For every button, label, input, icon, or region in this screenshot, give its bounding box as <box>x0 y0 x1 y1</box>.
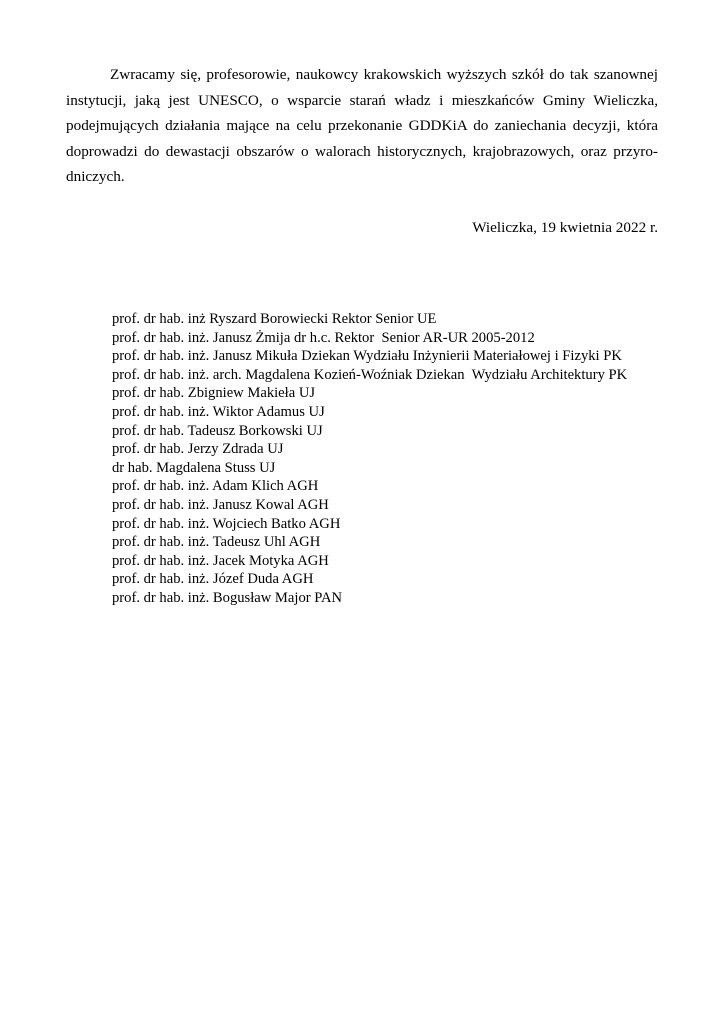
list-item: prof. dr hab. inż. Adam Klich AGH <box>112 478 319 495</box>
signatories-list <box>112 310 672 608</box>
list-item: prof. dr hab. inż. Janusz Żmija dr h.c. Rektor Senior AR-UR 2005-2012 <box>112 329 535 346</box>
list-item: dr hab. Magdalena Stuss UJ <box>112 459 276 476</box>
list-item: prof. dr hab. inż. Janusz Mikuła Dziekan Wydziału Inżynierii Materiałowej i Fizyki PK <box>112 348 622 365</box>
list-item: prof. dr hab. inż. Józef Duda AGH <box>112 571 314 588</box>
list-item: prof. dr hab. inż. Janusz Kowal AGH <box>112 496 329 513</box>
list-item: prof. dr hab. Zbigniew Makieła UJ <box>112 385 316 402</box>
appeal-paragraph: Zwracamy się, profesorowie, naukowcy krakowskich wyższych szkół do tak szanownej instytucji, jaką jest UNESCO, o wsparcie starań władz i mieszkańców Gminy Wieliczka, podejmujących działania mające na celu przekonanie GDDKiA do zaniechania decyzji, która doprowadzi do dewastacji obszarów o walorach historycznych, krajobrazowych, oraz przyro-dniczych. <box>66 66 658 186</box>
letter-body <box>66 62 658 190</box>
place-and-date: Wieliczka, 19 kwietnia 2022 r. <box>472 219 658 236</box>
list-item: prof. dr hab. Tadeusz Borkowski UJ <box>112 422 323 439</box>
list-item: prof. dr hab. inż. Bogusław Major PAN <box>112 589 343 606</box>
list-item: prof. dr hab. inż. Jacek Motyka AGH <box>112 552 329 569</box>
list-item: prof. dr hab. inż. Wiktor Adamus UJ <box>112 403 325 420</box>
list-item: prof. dr hab. Jerzy Zdrada UJ <box>112 441 284 458</box>
list-item: prof. dr hab. inż. Tadeusz Uhl AGH <box>112 534 321 551</box>
list-item: prof. dr hab. inż. arch. Magdalena Kozień-Woźniak Dziekan Wydziału Architektury PK <box>112 366 628 383</box>
list-item: prof. dr hab. inż. Wojciech Batko AGH <box>112 515 341 532</box>
list-item: prof. dr hab. inż Ryszard Borowiecki Rektor Senior UE <box>112 311 437 327</box>
